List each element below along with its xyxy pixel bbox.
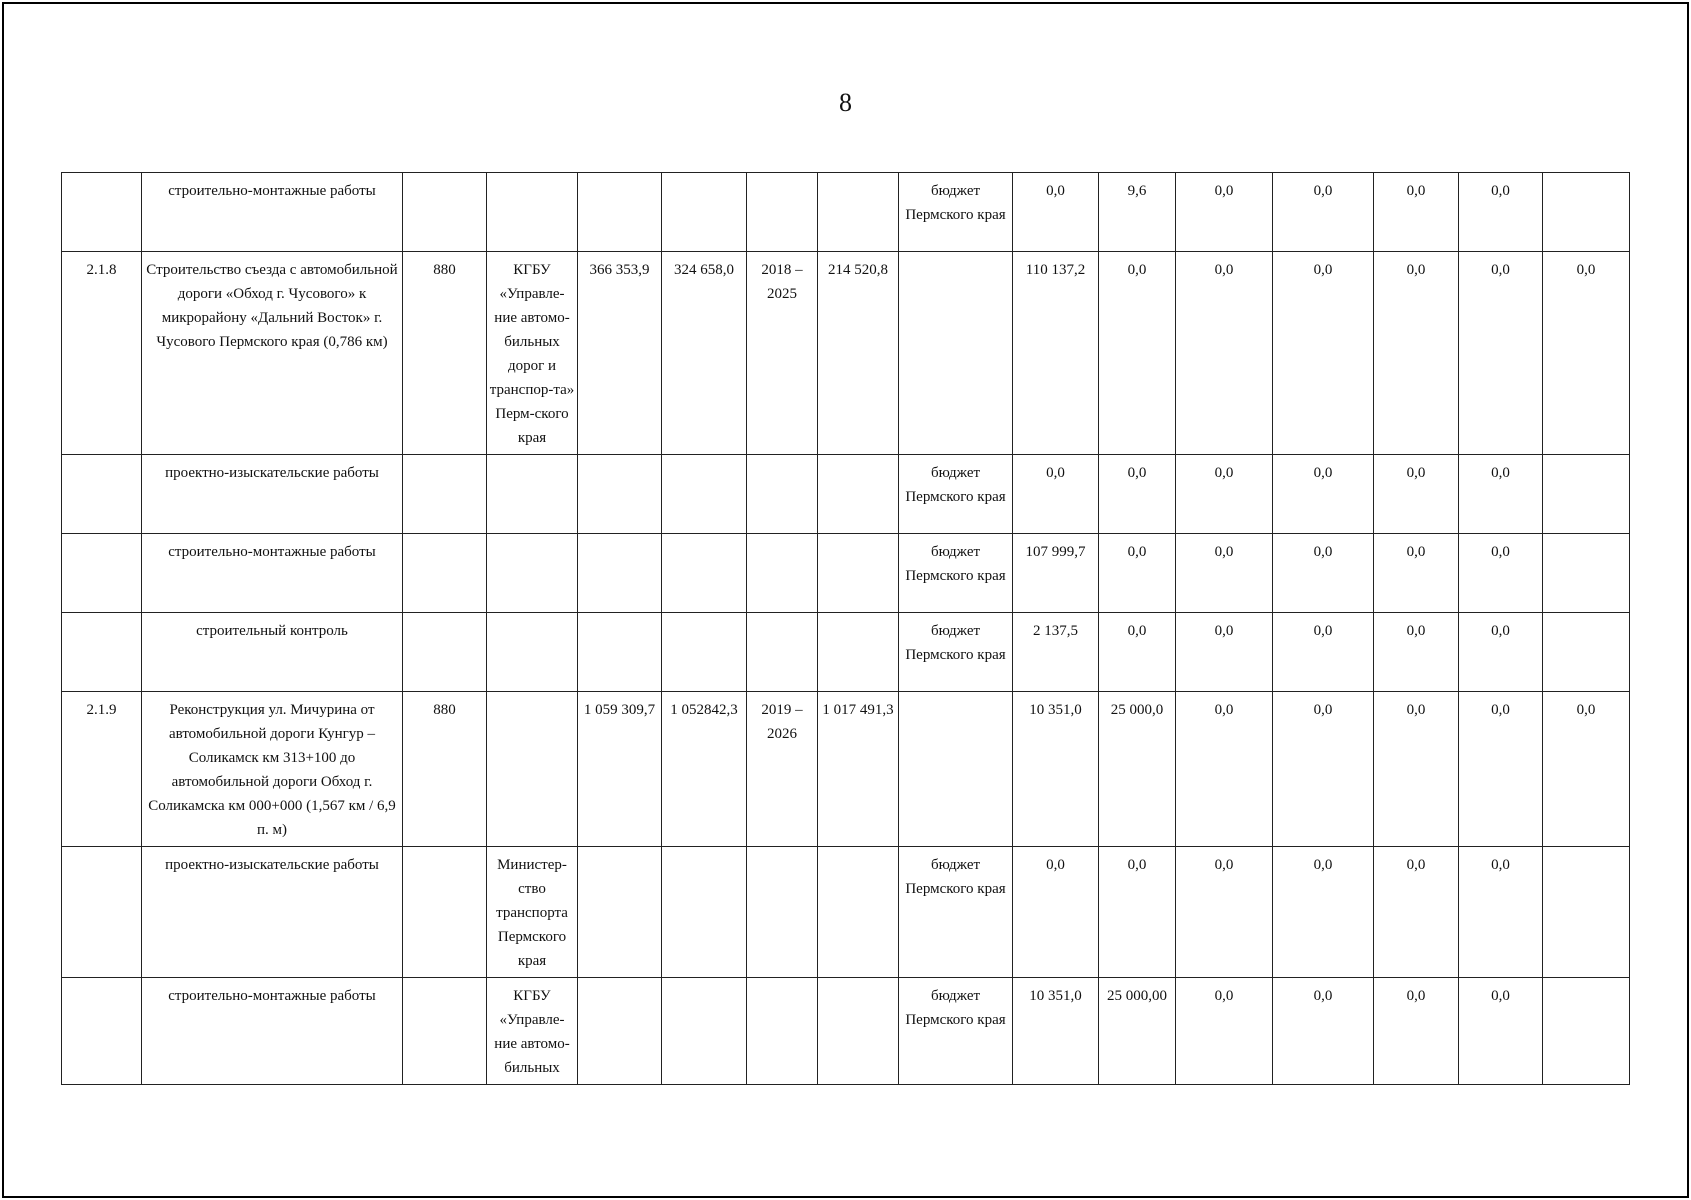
value-cell: 0,0 bbox=[1273, 978, 1374, 1085]
row-number: 2.1.9 bbox=[62, 692, 142, 847]
table-row bbox=[62, 173, 1630, 252]
value-cell: 0,0 bbox=[1459, 978, 1543, 1085]
row-number bbox=[62, 173, 142, 252]
value-cell: 0,0 bbox=[1176, 847, 1273, 978]
value-cell: 9,6 bbox=[1099, 173, 1176, 252]
balance-cell bbox=[818, 173, 899, 252]
code-cell bbox=[403, 534, 487, 613]
value-cell: 0,0 bbox=[1273, 173, 1374, 252]
value-cell: 0,0 bbox=[1374, 173, 1459, 252]
period-cell bbox=[747, 613, 818, 692]
value-cell: 0,0 bbox=[1273, 252, 1374, 455]
row-number bbox=[62, 613, 142, 692]
table-row bbox=[62, 534, 1630, 613]
table-row bbox=[62, 455, 1630, 534]
value-cell: 0,0 bbox=[1099, 252, 1176, 455]
balance-cell: 1 017 491,3 bbox=[818, 692, 899, 847]
value-cell: 0,0 bbox=[1459, 613, 1543, 692]
value-cell bbox=[1543, 978, 1630, 1085]
value-cell: 0,0 bbox=[1459, 534, 1543, 613]
work-name: проектно-изыскательские работы bbox=[142, 455, 403, 534]
cost-cell: 324 658,0 bbox=[662, 252, 747, 455]
cost-cell bbox=[662, 978, 747, 1085]
code-cell bbox=[403, 455, 487, 534]
executor-cell: КГБУ «Управле-ние автомо-бильных bbox=[487, 978, 578, 1085]
value-cell: 0,0 bbox=[1374, 978, 1459, 1085]
cost-total-cell bbox=[578, 173, 662, 252]
code-cell bbox=[403, 847, 487, 978]
cost-cell bbox=[662, 847, 747, 978]
value-cell: 0,0 bbox=[1459, 692, 1543, 847]
value-cell: 0,0 bbox=[1176, 978, 1273, 1085]
value-cell: 0,0 bbox=[1543, 252, 1630, 455]
cost-total-cell bbox=[578, 847, 662, 978]
value-cell: 0,0 bbox=[1459, 173, 1543, 252]
value-cell: 0,0 bbox=[1459, 455, 1543, 534]
source-cell bbox=[899, 252, 1013, 455]
value-cell: 0,0 bbox=[1273, 692, 1374, 847]
work-name: проектно-изыскательские работы bbox=[142, 847, 403, 978]
period-cell bbox=[747, 847, 818, 978]
row-number: 2.1.8 bbox=[62, 252, 142, 455]
executor-cell: КГБУ «Управле-ние автомо-бильных дорог и транспор-та» Перм-ского края bbox=[487, 252, 578, 455]
value-cell: 10 351,0 bbox=[1013, 692, 1099, 847]
cost-cell bbox=[662, 613, 747, 692]
source-cell: бюджет Пермского края bbox=[899, 455, 1013, 534]
value-cell: 0,0 bbox=[1099, 847, 1176, 978]
balance-cell bbox=[818, 613, 899, 692]
value-cell: 0,0 bbox=[1374, 613, 1459, 692]
cost-total-cell bbox=[578, 613, 662, 692]
value-cell: 0,0 bbox=[1374, 534, 1459, 613]
executor-cell: Министер-ство транспорта Пермского края bbox=[487, 847, 578, 978]
code-cell bbox=[403, 173, 487, 252]
cost-cell: 1 052842,3 bbox=[662, 692, 747, 847]
value-cell: 0,0 bbox=[1176, 534, 1273, 613]
cost-total-cell bbox=[578, 534, 662, 613]
value-cell: 25 000,0 bbox=[1099, 692, 1176, 847]
table-row bbox=[62, 847, 1630, 978]
budget-table bbox=[61, 172, 1630, 1085]
cost-total-cell: 366 353,9 bbox=[578, 252, 662, 455]
value-cell: 0,0 bbox=[1099, 613, 1176, 692]
work-name: строительно-монтажные работы bbox=[142, 978, 403, 1085]
value-cell bbox=[1543, 613, 1630, 692]
work-name: Реконструкция ул. Мичурина от автомобильной дороги Кунгур – Соликамск км 313+100 до автомобильной дороги Обход г. Соликамска км 000+000 (1,567 км / 6,9 п. м) bbox=[142, 692, 403, 847]
value-cell: 0,0 bbox=[1176, 173, 1273, 252]
period-cell bbox=[747, 978, 818, 1085]
period-cell: 2019 – 2026 bbox=[747, 692, 818, 847]
code-cell: 880 bbox=[403, 252, 487, 455]
row-number bbox=[62, 847, 142, 978]
value-cell: 0,0 bbox=[1374, 847, 1459, 978]
value-cell bbox=[1543, 173, 1630, 252]
value-cell: 0,0 bbox=[1013, 455, 1099, 534]
value-cell: 0,0 bbox=[1013, 847, 1099, 978]
executor-cell bbox=[487, 613, 578, 692]
row-number bbox=[62, 978, 142, 1085]
cost-total-cell: 1 059 309,7 bbox=[578, 692, 662, 847]
period-cell bbox=[747, 173, 818, 252]
cost-total-cell bbox=[578, 455, 662, 534]
source-cell: бюджет Пермского края bbox=[899, 847, 1013, 978]
value-cell: 0,0 bbox=[1374, 252, 1459, 455]
period-cell bbox=[747, 534, 818, 613]
value-cell: 0,0 bbox=[1374, 692, 1459, 847]
value-cell: 0,0 bbox=[1099, 455, 1176, 534]
value-cell: 0,0 bbox=[1176, 613, 1273, 692]
value-cell: 0,0 bbox=[1459, 252, 1543, 455]
source-cell bbox=[899, 692, 1013, 847]
source-cell: бюджет Пермского края bbox=[899, 613, 1013, 692]
cost-total-cell bbox=[578, 978, 662, 1085]
cost-cell bbox=[662, 534, 747, 613]
work-name: строительно-монтажные работы bbox=[142, 173, 403, 252]
executor-cell bbox=[487, 173, 578, 252]
source-cell: бюджет Пермского края bbox=[899, 173, 1013, 252]
source-cell: бюджет Пермского края bbox=[899, 534, 1013, 613]
value-cell: 0,0 bbox=[1273, 847, 1374, 978]
value-cell: 10 351,0 bbox=[1013, 978, 1099, 1085]
balance-cell bbox=[818, 847, 899, 978]
value-cell: 0,0 bbox=[1176, 252, 1273, 455]
value-cell: 0,0 bbox=[1099, 534, 1176, 613]
value-cell: 107 999,7 bbox=[1013, 534, 1099, 613]
value-cell: 110 137,2 bbox=[1013, 252, 1099, 455]
value-cell: 2 137,5 bbox=[1013, 613, 1099, 692]
code-cell: 880 bbox=[403, 692, 487, 847]
value-cell bbox=[1543, 534, 1630, 613]
value-cell bbox=[1543, 455, 1630, 534]
work-name: строительно-монтажные работы bbox=[142, 534, 403, 613]
value-cell: 0,0 bbox=[1013, 173, 1099, 252]
table-row bbox=[62, 613, 1630, 692]
balance-cell: 214 520,8 bbox=[818, 252, 899, 455]
period-cell: 2018 – 2025 bbox=[747, 252, 818, 455]
cost-cell bbox=[662, 455, 747, 534]
executor-cell bbox=[487, 455, 578, 534]
value-cell: 0,0 bbox=[1459, 847, 1543, 978]
value-cell: 0,0 bbox=[1273, 534, 1374, 613]
period-cell bbox=[747, 455, 818, 534]
source-cell: бюджет Пермского края bbox=[899, 978, 1013, 1085]
table-row bbox=[62, 252, 1630, 455]
work-name: строительный контроль bbox=[142, 613, 403, 692]
executor-cell bbox=[487, 692, 578, 847]
table-row bbox=[62, 692, 1630, 847]
code-cell bbox=[403, 978, 487, 1085]
value-cell: 0,0 bbox=[1176, 692, 1273, 847]
value-cell: 0,0 bbox=[1176, 455, 1273, 534]
value-cell: 0,0 bbox=[1374, 455, 1459, 534]
value-cell: 0,0 bbox=[1273, 613, 1374, 692]
balance-cell bbox=[818, 534, 899, 613]
work-name: Строительство съезда с автомобильной дороги «Обход г. Чусового» к микрорайону «Дальний Восток» г. Чусового Пермского края (0,786 км) bbox=[142, 252, 403, 455]
cost-cell bbox=[662, 173, 747, 252]
row-number bbox=[62, 534, 142, 613]
value-cell bbox=[1543, 847, 1630, 978]
executor-cell bbox=[487, 534, 578, 613]
value-cell: 0,0 bbox=[1273, 455, 1374, 534]
page-number: 8 bbox=[839, 88, 852, 117]
row-number bbox=[62, 455, 142, 534]
value-cell: 25 000,00 bbox=[1099, 978, 1176, 1085]
balance-cell bbox=[818, 455, 899, 534]
balance-cell bbox=[818, 978, 899, 1085]
code-cell bbox=[403, 613, 487, 692]
value-cell: 0,0 bbox=[1543, 692, 1630, 847]
table-row bbox=[62, 978, 1630, 1085]
